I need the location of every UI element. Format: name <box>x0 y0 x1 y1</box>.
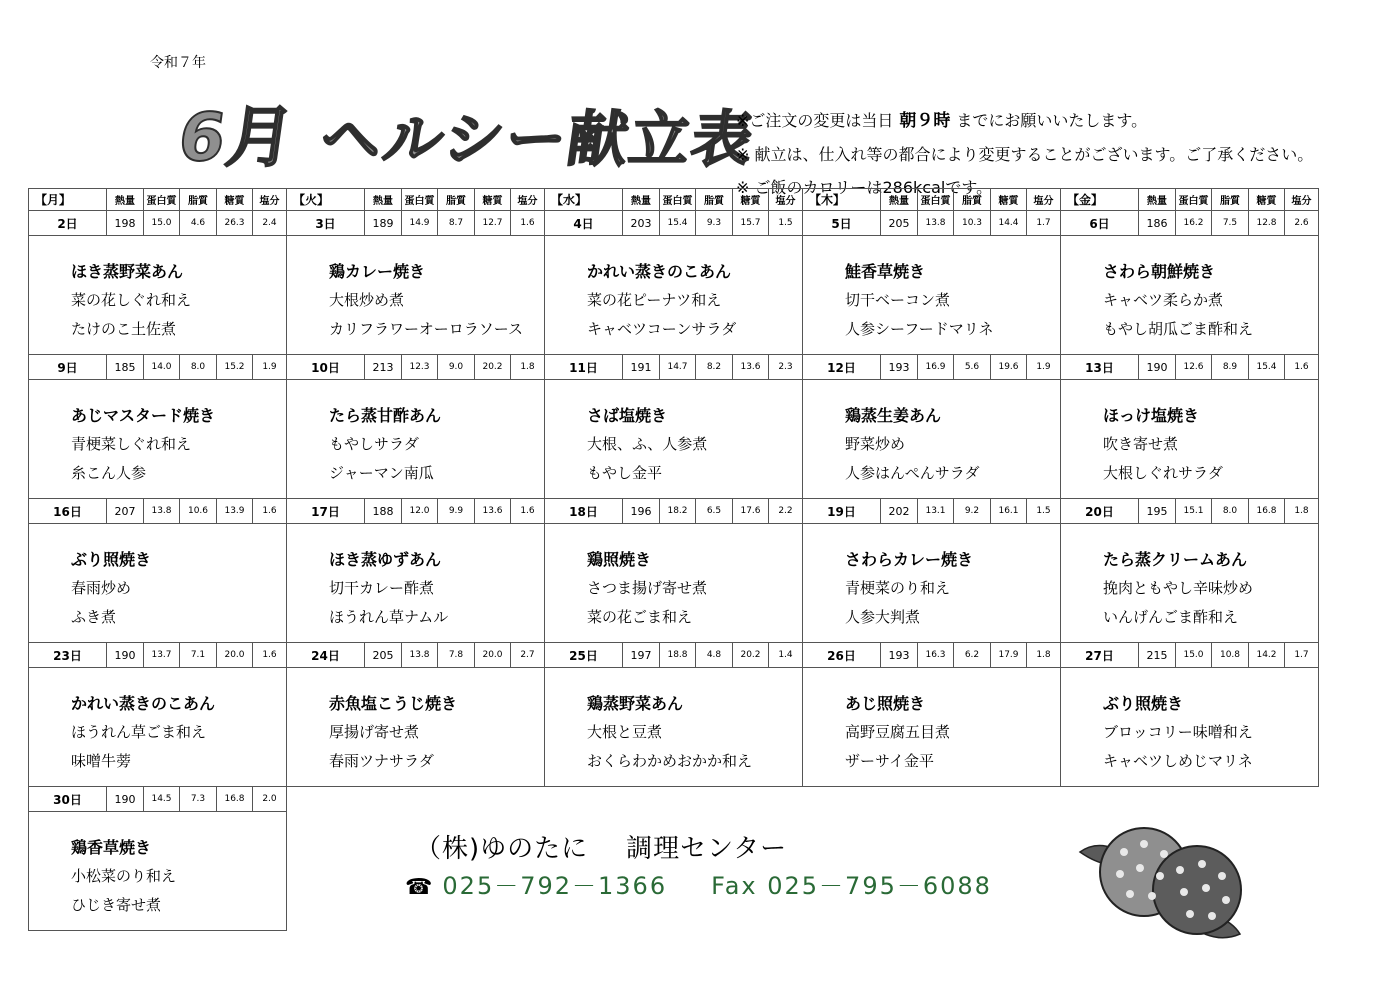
nutrient-value: 14.2 <box>1249 643 1285 668</box>
menu-items <box>803 668 1060 776</box>
nutrient-value: 207 <box>107 499 144 524</box>
nutrient-value: 13.9 <box>217 499 253 524</box>
side-dish: 大根しぐれサラダ <box>1103 464 1223 482</box>
nutrient-value: 13.6 <box>733 355 769 380</box>
nutrient-value: 1.6 <box>253 499 287 524</box>
main-dish: ほっけ塩焼き <box>1103 406 1200 425</box>
side-dish: 挽肉ともやし辛味炒め <box>1103 579 1254 597</box>
note-line: ※ ご飯のカロリーは286kcalです。 <box>736 178 993 197</box>
nutrient-header: 熱量 <box>881 189 918 211</box>
day-date: 27日 <box>1061 643 1139 668</box>
nutrient-value: 20.2 <box>733 643 769 668</box>
side-dish: 春雨炒め <box>71 579 132 597</box>
main-dish: ぶり照焼き <box>71 550 152 569</box>
nutrient-value: 4.8 <box>696 643 733 668</box>
nutrient-value: 16.9 <box>918 355 954 380</box>
day-menu <box>29 524 287 643</box>
nutrient-header: 脂質 <box>954 189 991 211</box>
menu-items <box>287 236 544 344</box>
nutrient-value: 20.2 <box>475 355 511 380</box>
nutrient-header: 熱量 <box>365 189 402 211</box>
weekday-header: 【月】 <box>29 189 107 211</box>
side-dish: 大根炒め煮 <box>329 291 405 309</box>
side-dish: たけのこ土佐煮 <box>71 320 177 338</box>
nutrient-value: 16.8 <box>1249 499 1285 524</box>
nutrient-value: 15.0 <box>1176 643 1212 668</box>
side-dish: ほうれん草ごま和え <box>71 723 207 741</box>
nutrient-value: 10.8 <box>1212 643 1249 668</box>
day-date: 19日 <box>803 499 881 524</box>
weekday-header: 【金】 <box>1061 189 1139 211</box>
nutrient-value: 189 <box>365 211 402 236</box>
nutrient-value: 2.0 <box>253 787 287 812</box>
day-date: 18日 <box>545 499 623 524</box>
nutrient-header: 熱量 <box>1139 189 1176 211</box>
day-date: 5日 <box>803 211 881 236</box>
day-date: 4日 <box>545 211 623 236</box>
day-date: 6日 <box>1061 211 1139 236</box>
side-dish: ひじき寄せ煮 <box>71 896 162 914</box>
nutrient-header: 熱量 <box>107 189 144 211</box>
nutrient-value: 10.6 <box>180 499 217 524</box>
side-dish: もやしサラダ <box>329 435 419 453</box>
side-dish: 高野豆腐五目煮 <box>845 723 951 741</box>
nutrient-header: 糖質 <box>475 189 511 211</box>
nutrient-value: 14.4 <box>991 211 1027 236</box>
nutrient-value: 190 <box>107 787 144 812</box>
day-date: 13日 <box>1061 355 1139 380</box>
side-dish: さつま揚げ寄せ煮 <box>587 579 708 597</box>
nutrient-value: 18.2 <box>660 499 696 524</box>
note-line: ※ご注文の変更は当日 朝９時 までにお願いいたします。 <box>736 111 1148 131</box>
side-dish: キャベツ柔らか煮 <box>1103 291 1224 309</box>
nutrient-value: 1.6 <box>511 211 545 236</box>
menu-schedule <box>28 188 1319 931</box>
nutrient-value: 2.6 <box>1285 211 1319 236</box>
nutrient-value: 14.7 <box>660 355 696 380</box>
nutrient-value: 16.3 <box>918 643 954 668</box>
nutrient-value: 13.8 <box>402 643 438 668</box>
nutrient-value: 9.0 <box>438 355 475 380</box>
nutrient-value: 188 <box>365 499 402 524</box>
nutrient-header: 糖質 <box>733 189 769 211</box>
main-dish: さわら朝鮮焼き <box>1103 262 1216 281</box>
nutrient-value: 8.0 <box>1212 499 1249 524</box>
nutrient-value: 13.7 <box>144 643 180 668</box>
menu-items <box>545 236 802 344</box>
main-dish: ほき蒸ゆずあん <box>329 550 442 569</box>
nutrient-value: 193 <box>881 643 918 668</box>
side-dish: 菜の花ごま和え <box>587 608 693 626</box>
side-dish: 人参はんぺんサラダ <box>845 464 980 482</box>
main-dish: ほき蒸野菜あん <box>71 262 184 281</box>
day-menu <box>545 524 803 643</box>
nutrient-value: 1.6 <box>253 643 287 668</box>
side-dish: 野菜炒め <box>845 435 906 453</box>
side-dish: もやし金平 <box>587 464 663 482</box>
day-menu <box>287 236 545 355</box>
side-dish: カリフラワーオーロラソース <box>329 320 523 338</box>
nutrient-value: 202 <box>881 499 918 524</box>
nutrient-value: 1.9 <box>253 355 287 380</box>
title-main: ヘルシー献立表 <box>316 105 759 175</box>
nutrient-header: 蛋白質 <box>402 189 438 211</box>
day-menu <box>29 812 287 931</box>
page-title <box>173 84 759 176</box>
nutrient-header: 蛋白質 <box>144 189 180 211</box>
main-dish: あじ照焼き <box>845 694 926 713</box>
main-dish: 赤魚塩こうじ焼き <box>329 694 458 713</box>
day-date: 10日 <box>287 355 365 380</box>
day-menu <box>545 380 803 499</box>
nutrient-header: 糖質 <box>1249 189 1285 211</box>
nutrient-value: 197 <box>623 643 660 668</box>
menu-items <box>29 668 286 776</box>
nutrient-value: 12.0 <box>402 499 438 524</box>
side-dish: 切干ベーコン煮 <box>845 291 951 309</box>
side-dish: 味噌牛蒡 <box>71 752 132 770</box>
side-dish: いんげんごま酢和え <box>1103 608 1239 626</box>
nutrient-header: 糖質 <box>217 189 253 211</box>
nutrient-value: 198 <box>107 211 144 236</box>
main-dish: 鮭香草焼き <box>845 262 926 281</box>
nutrient-header: 塩分 <box>511 189 545 211</box>
main-dish: かれい蒸きのこあん <box>71 694 216 713</box>
nutrient-value: 8.2 <box>696 355 733 380</box>
day-date: 12日 <box>803 355 881 380</box>
nutrient-value: 2.2 <box>769 499 803 524</box>
side-dish: 大根と豆煮 <box>587 723 663 741</box>
menu-items <box>1061 668 1318 776</box>
day-menu <box>1061 380 1319 499</box>
nutrient-value: 9.2 <box>954 499 991 524</box>
nutrient-value: 26.3 <box>217 211 253 236</box>
era-label: 令和７年 <box>150 55 206 71</box>
nutrient-value: 7.1 <box>180 643 217 668</box>
day-menu <box>803 668 1061 787</box>
day-date: 2日 <box>29 211 107 236</box>
note-line: ※ 献立は、仕入れ等の都合により変更することがございます。ご了承ください。 <box>736 145 1314 164</box>
nutrient-value: 2.4 <box>253 211 287 236</box>
side-dish: 小松菜のり和え <box>71 867 177 885</box>
day-date: 16日 <box>29 499 107 524</box>
nutrient-value: 13.8 <box>918 211 954 236</box>
side-dish: ふき煮 <box>71 608 117 626</box>
day-menu <box>29 380 287 499</box>
nutrient-value: 18.8 <box>660 643 696 668</box>
title-month: 6月 <box>173 99 301 176</box>
nutrient-value: 4.6 <box>180 211 217 236</box>
side-dish: ザーサイ金平 <box>845 752 934 770</box>
main-dish: 鶏カレー焼き <box>329 262 426 281</box>
nutrient-value: 205 <box>365 643 402 668</box>
side-dish: 春雨ツナサラダ <box>329 752 434 770</box>
nutrient-header: 塩分 <box>769 189 803 211</box>
main-dish: たら蒸クリームあん <box>1103 550 1248 569</box>
side-dish: 菜の花ピーナツ和え <box>587 291 722 309</box>
main-dish: かれい蒸きのこあん <box>587 262 732 281</box>
nutrient-value: 1.5 <box>1027 499 1061 524</box>
phone-number: 025－792－1366 <box>442 872 668 900</box>
nutrient-value: 186 <box>1139 211 1176 236</box>
nutrient-value: 1.4 <box>769 643 803 668</box>
nutrient-value: 191 <box>623 355 660 380</box>
main-dish: さわらカレー焼き <box>845 550 974 569</box>
menu-items <box>287 668 544 776</box>
nutrient-value: 9.9 <box>438 499 475 524</box>
nutrient-value: 14.9 <box>402 211 438 236</box>
nutrient-value: 10.3 <box>954 211 991 236</box>
main-dish: 鶏蒸生姜あん <box>845 406 942 425</box>
fax-number: Fax 025－795－6088 <box>711 872 992 900</box>
nutrient-value: 15.4 <box>660 211 696 236</box>
day-menu <box>287 380 545 499</box>
nutrient-value: 14.5 <box>144 787 180 812</box>
nutrient-value: 16.2 <box>1176 211 1212 236</box>
nutrient-header: 熱量 <box>623 189 660 211</box>
menu-items <box>545 380 802 488</box>
side-dish: 青梗菜のり和え <box>845 579 951 597</box>
nutrient-value: 190 <box>107 643 144 668</box>
menu-items <box>1061 236 1318 344</box>
nutrient-value: 1.9 <box>1027 355 1061 380</box>
menu-items <box>287 380 544 488</box>
nutrient-value: 1.5 <box>769 211 803 236</box>
nutrient-header: 塩分 <box>253 189 287 211</box>
schedule-table <box>28 188 1319 931</box>
day-menu <box>803 380 1061 499</box>
side-dish: キャベツコーンサラダ <box>587 320 737 338</box>
nutrient-value: 1.7 <box>1027 211 1061 236</box>
nutrient-value: 193 <box>881 355 918 380</box>
nutrient-header: 糖質 <box>991 189 1027 211</box>
nutrient-value: 190 <box>1139 355 1176 380</box>
day-date: 23日 <box>29 643 107 668</box>
menu-items <box>1061 524 1318 632</box>
main-dish: あじマスタード焼き <box>71 406 216 425</box>
side-dish: ほうれん草ナムル <box>329 608 449 626</box>
day-menu <box>287 668 545 787</box>
menu-items <box>287 524 544 632</box>
day-menu <box>29 668 287 787</box>
phone-icon: ☎ <box>405 875 435 900</box>
nutrient-value: 20.0 <box>217 643 253 668</box>
day-menu <box>1061 668 1319 787</box>
menu-items <box>803 380 1060 488</box>
nutrient-value: 1.8 <box>1027 643 1061 668</box>
nutrient-header: 蛋白質 <box>660 189 696 211</box>
nutrient-value: 1.7 <box>1285 643 1319 668</box>
nutrient-header: 塩分 <box>1027 189 1061 211</box>
nutrient-value: 20.0 <box>475 643 511 668</box>
main-dish: たら蒸甘酢あん <box>329 406 442 425</box>
nutrient-value: 195 <box>1139 499 1176 524</box>
day-menu <box>545 668 803 787</box>
nutrient-value: 8.7 <box>438 211 475 236</box>
nutrient-header: 脂質 <box>1212 189 1249 211</box>
day-menu <box>803 524 1061 643</box>
nutrient-header: 蛋白質 <box>1176 189 1212 211</box>
nutrient-value: 2.3 <box>769 355 803 380</box>
nutrient-value: 15.2 <box>217 355 253 380</box>
menu-items <box>29 236 286 344</box>
menu-items <box>803 236 1060 344</box>
side-dish: ジャーマン南瓜 <box>329 464 434 482</box>
nutrient-value: 12.3 <box>402 355 438 380</box>
nutrient-value: 13.6 <box>475 499 511 524</box>
nutrient-header: 脂質 <box>438 189 475 211</box>
side-dish: 厚揚げ寄せ煮 <box>329 723 420 741</box>
nutrient-value: 15.1 <box>1176 499 1212 524</box>
side-dish: おくらわかめおかか和え <box>587 752 753 770</box>
nutrient-value: 205 <box>881 211 918 236</box>
nutrient-value: 2.7 <box>511 643 545 668</box>
nutrient-value: 15.0 <box>144 211 180 236</box>
nutrient-value: 213 <box>365 355 402 380</box>
nutrient-value: 16.8 <box>217 787 253 812</box>
nutrient-value: 7.5 <box>1212 211 1249 236</box>
side-dish: 青梗菜しぐれ和え <box>71 435 192 453</box>
hydrangea-icon <box>1072 822 1252 952</box>
nutrient-value: 8.0 <box>180 355 217 380</box>
menu-items <box>545 668 802 776</box>
day-date: 17日 <box>287 499 365 524</box>
nutrient-value: 19.6 <box>991 355 1027 380</box>
nutrient-value: 14.0 <box>144 355 180 380</box>
nutrient-value: 12.6 <box>1176 355 1212 380</box>
day-menu <box>545 236 803 355</box>
day-date: 24日 <box>287 643 365 668</box>
nutrient-value: 16.1 <box>991 499 1027 524</box>
nutrient-value: 9.3 <box>696 211 733 236</box>
weekday-header: 【水】 <box>545 189 623 211</box>
day-date: 3日 <box>287 211 365 236</box>
nutrient-value: 8.9 <box>1212 355 1249 380</box>
day-date: 25日 <box>545 643 623 668</box>
day-date: 9日 <box>29 355 107 380</box>
nutrient-value: 203 <box>623 211 660 236</box>
menu-items <box>1061 380 1318 488</box>
nutrient-value: 15.7 <box>733 211 769 236</box>
day-menu <box>803 236 1061 355</box>
nutrient-value: 7.3 <box>180 787 217 812</box>
nutrient-value: 17.9 <box>991 643 1027 668</box>
nutrient-header: 蛋白質 <box>918 189 954 211</box>
nutrient-value: 12.8 <box>1249 211 1285 236</box>
day-date: 11日 <box>545 355 623 380</box>
nutrient-value: 1.6 <box>511 499 545 524</box>
weekday-header: 【木】 <box>803 189 881 211</box>
nutrient-value: 13.8 <box>144 499 180 524</box>
nutrient-value: 185 <box>107 355 144 380</box>
weekday-header: 【火】 <box>287 189 365 211</box>
main-dish: さば塩焼き <box>587 406 668 425</box>
menu-items <box>545 524 802 632</box>
nutrient-header: 脂質 <box>180 189 217 211</box>
main-dish: ぶり照焼き <box>1103 694 1184 713</box>
nutrient-header: 塩分 <box>1285 189 1319 211</box>
nutrient-value: 15.4 <box>1249 355 1285 380</box>
nutrient-value: 5.6 <box>954 355 991 380</box>
side-dish: ブロッコリー味噌和え <box>1103 723 1253 741</box>
nutrient-value: 215 <box>1139 643 1176 668</box>
nutrient-value: 1.8 <box>511 355 545 380</box>
day-date: 26日 <box>803 643 881 668</box>
day-date: 20日 <box>1061 499 1139 524</box>
nutrient-value: 17.6 <box>733 499 769 524</box>
nutrient-value: 196 <box>623 499 660 524</box>
day-date: 30日 <box>29 787 107 812</box>
menu-items <box>29 524 286 632</box>
day-menu <box>1061 524 1319 643</box>
nutrient-value: 13.1 <box>918 499 954 524</box>
nutrient-value: 7.8 <box>438 643 475 668</box>
contact-info <box>405 866 992 901</box>
day-menu <box>29 236 287 355</box>
side-dish: 人参シーフードマリネ <box>845 320 994 338</box>
main-dish: 鶏蒸野菜あん <box>587 694 684 713</box>
nutrient-header: 脂質 <box>696 189 733 211</box>
side-dish: 菜の花しぐれ和え <box>71 291 192 309</box>
company-name: （株)ゆのたに 調理センター <box>415 834 788 864</box>
side-dish: 吹き寄せ煮 <box>1103 435 1179 453</box>
menu-items <box>803 524 1060 632</box>
day-menu <box>1061 236 1319 355</box>
menu-items <box>29 380 286 488</box>
side-dish: 大根、ふ、人参煮 <box>587 435 708 453</box>
nutrient-value: 12.7 <box>475 211 511 236</box>
nutrient-value: 1.6 <box>1285 355 1319 380</box>
nutrient-value: 1.8 <box>1285 499 1319 524</box>
main-dish: 鶏香草焼き <box>71 838 152 857</box>
side-dish: キャベツしめじマリネ <box>1103 752 1253 770</box>
side-dish: 切干カレー酢煮 <box>329 579 435 597</box>
nutrient-value: 6.2 <box>954 643 991 668</box>
side-dish: もやし胡瓜ごま酢和え <box>1103 320 1254 338</box>
day-menu <box>287 524 545 643</box>
menu-items <box>29 812 286 920</box>
side-dish: 人参大判煮 <box>845 608 921 626</box>
main-dish: 鶏照焼き <box>587 550 652 569</box>
nutrient-value: 6.5 <box>696 499 733 524</box>
side-dish: 糸こん人参 <box>71 464 147 482</box>
